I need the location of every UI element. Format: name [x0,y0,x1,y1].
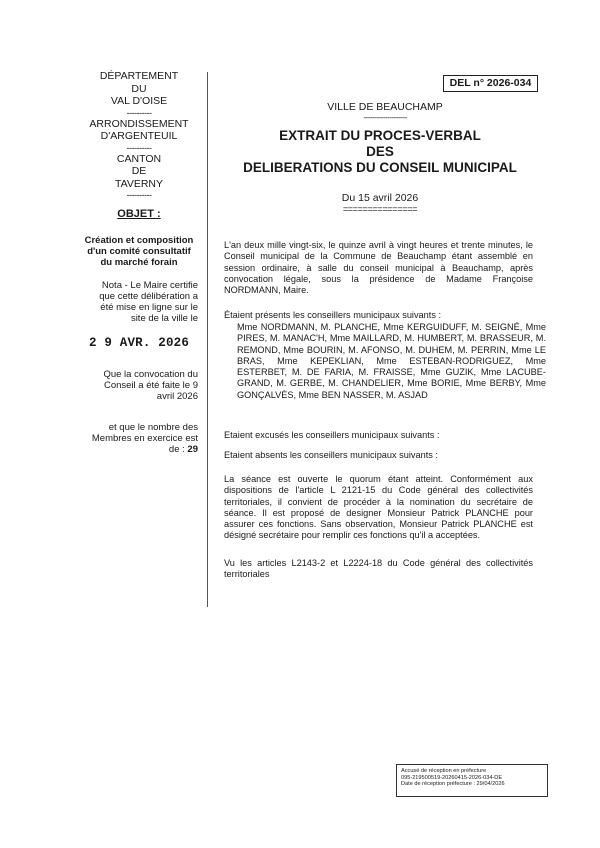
membres-line: Membres en exercice est [91,433,198,444]
convocation-line: avril 2026 [156,391,198,402]
canton-line: DE [131,165,147,177]
left-column [80,70,198,455]
session-date: Du 15 avril 2026 [341,192,419,204]
arrondissement-line: ARRONDISSEMENT [89,117,189,130]
convocation-line: Que la convocation du [103,369,198,380]
presents-list: Mme NORDMANN, M. PLANCHE, Mme KERGUIDUFF, M. SEIGNÉ, Mme PIRES, M. MANAC'H, Mme MAILLARD, M. HUMBERT, M. BRASSEUR, M. REMOND, Mme BOURIN, M. AFONSO, M. DUHEM, M. PERRIN, Mme LE BRAS, Mme KEPEKLIAN, Mme ESTEBAN-RODRIGUEZ, Mme ESTERBET, M. DE FARIA, M. FRAISSE, Mme GUZIK, Mme LACUBE-GRAND, M. GERBE, M. CHANDELIER, Mme BORIE, Mme BERBY, Mme GONÇALVÈS, Mme BEN NASSER, M. ASJAD [237,322,546,400]
excuses-paragraph: Etaient excusés les conseillers municipaux suivants : [224,430,440,440]
membres-prefix: de : [168,444,188,455]
receipt-line: 095-219500519-20260415-2026-034-DE [401,774,503,781]
department-line: VAL D'OISE [110,95,168,107]
column-divider [207,72,208,607]
seance-paragraph: La séance est ouverte le quorum étant atteint. Conformément aux dispositions de l'article L 2121-15 du Code général des collectivités territoriales, il convient de procéder à la nomination du secrétaire de séance. Il est proposé de designer Monsieur Patrick PLANCHE pour assurer ces fonctions. Sans observation, Monsieur Patrick PLANCHE est désigné secrétaire pour remplir ces fonctions qu'il a acceptées. [224,474,533,541]
objet-label: OBJET : [117,208,161,220]
arrondissement-line: D'ARGENTEUIL [100,130,178,142]
canton-line: TAVERNY [114,177,164,190]
intro-paragraph: L'an deux mille vingt-six, le quinze avril à vingt heures et trente minutes, le Conseil municipal de la Commune de Beauchamp étant assemblé en session ordinaire, à salle du conseil municipal à Beauchamp, après convocation légale, sous la présidence de Madame Françoise NORDMANN, Maire. [224,240,533,296]
objet-text [80,235,198,268]
membres-line: et que le nombre des [108,422,198,433]
membres-text [80,422,198,455]
receipt-line: Accusé de réception en préfecture [401,768,487,774]
nota-line: site de la ville le [130,312,198,324]
separator: ---------- [126,142,152,153]
convocation-line: Conseil a été faite le 9 [103,380,198,391]
convocation-text [80,369,198,402]
receipt-line: Date de réception préfecture : 29/04/2026 [401,781,505,788]
canton-line: CANTON [116,152,162,165]
deliberation-number-box: DEL n° 2026-034 [443,75,538,92]
publication-date-stamp: 2 9 AVR. 2026 [88,335,190,350]
title-line: DES [366,144,394,159]
department-line: DU [131,82,147,95]
absents-paragraph: Etaient absents les conseillers municipaux suivants : [224,450,438,460]
nota-line: Nota - Le Maire certifie [101,279,198,291]
nota-text [80,280,198,324]
ville-separator: -------------------- [363,113,407,122]
nota-line: été mise en ligne sur le [100,301,198,313]
vu-paragraph: Vu les articles L2143-2 et L2224-18 du Code général des collectivités territoriales [224,558,533,580]
objet-line: Création et composition [84,234,194,246]
document-title [225,128,535,176]
separator: ---------- [126,107,152,118]
title-line: DELIBERATIONS DU CONSEIL MUNICIPAL [243,160,517,175]
objet-line: d'un comité consultatif [87,245,191,257]
date-separator: =============== [342,204,418,214]
separator: ---------- [126,190,152,200]
membres-line [80,444,198,455]
objet-line: du marché forain [100,256,178,268]
presents-label: Étaient présents les conseillers municipaux suivants : [224,310,442,320]
membres-count: 29 [187,444,198,455]
title-line: EXTRAIT DU PROCES-VERBAL [279,128,481,143]
prefecture-receipt-box [396,764,548,797]
nota-line: que cette délibération a [99,290,198,302]
ville-heading: VILLE DE BEAUCHAMP [327,101,443,113]
department-line: DÉPARTEMENT [99,70,179,82]
